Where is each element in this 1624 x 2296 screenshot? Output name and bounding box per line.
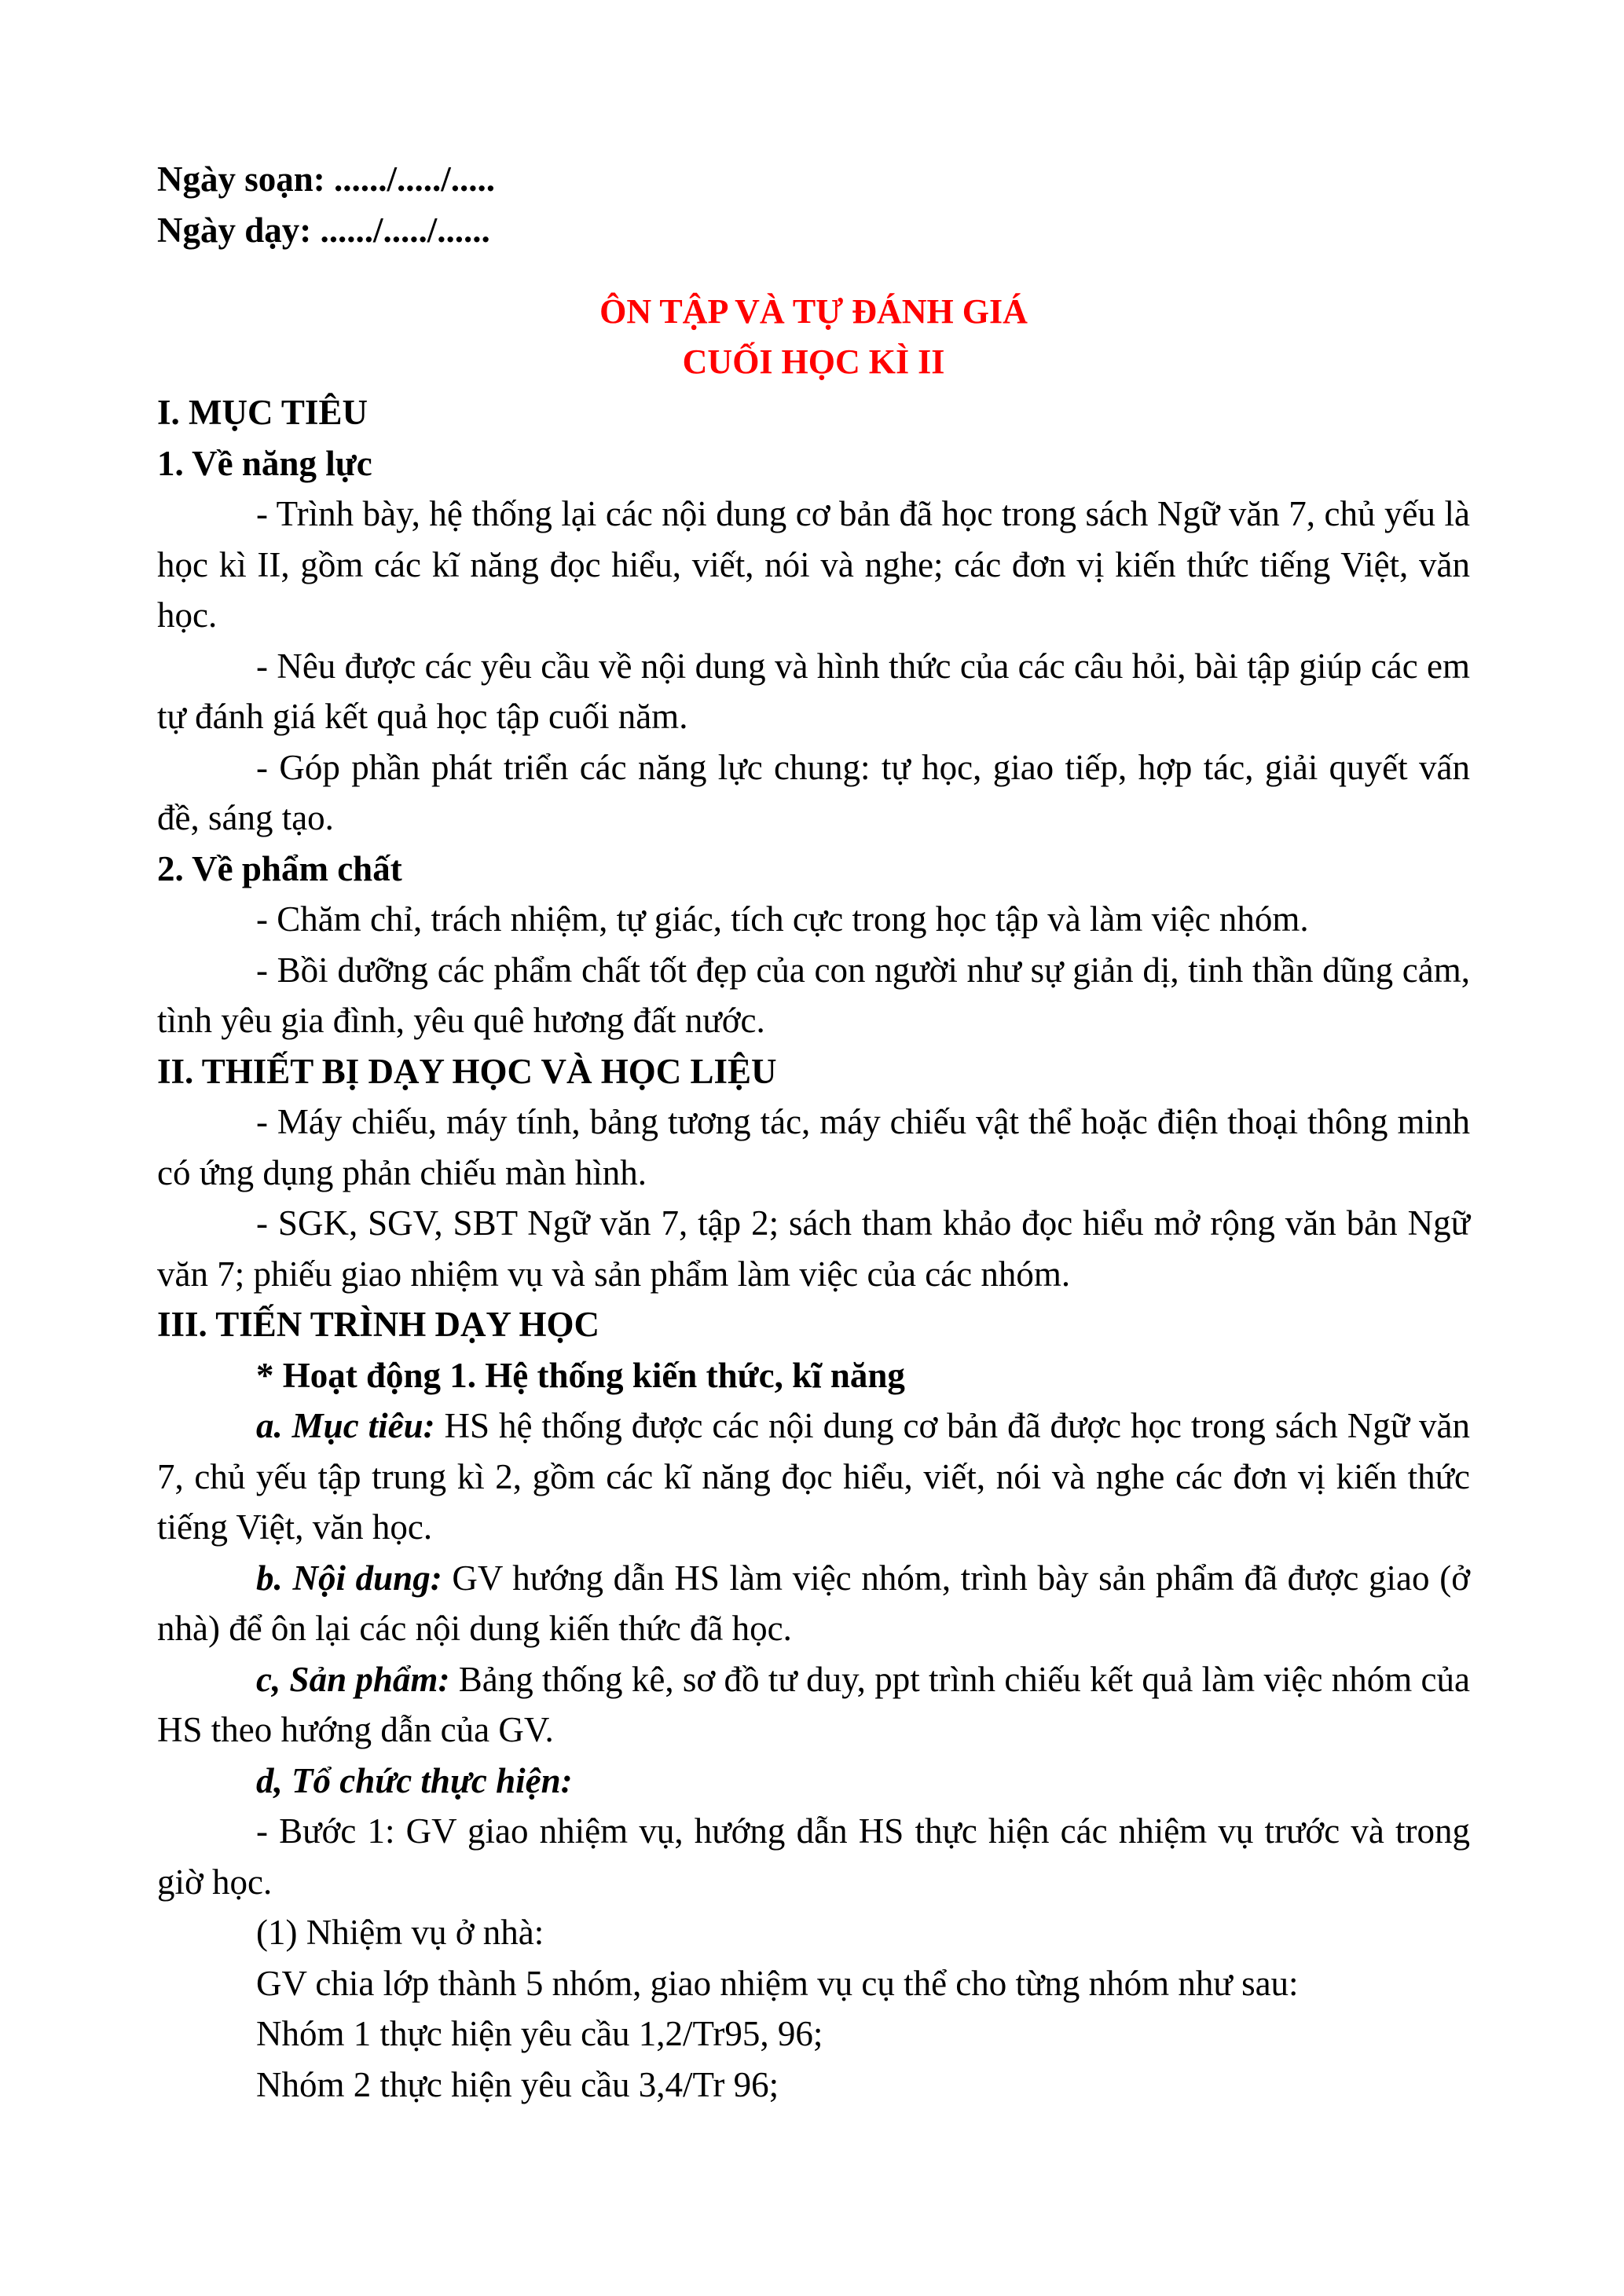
subheading-competence: 1. Về năng lực [157, 443, 372, 483]
objective-label: a. Mục tiêu: [256, 1406, 435, 1445]
paragraph-equipment-1: - Máy chiếu, máy tính, bảng tương tác, máy chiếu vật thể hoặc điện thoại thông minh có ứng dụng phản chiếu màn hình. [157, 1102, 1470, 1192]
document-title [157, 287, 1470, 387]
paragraph-qualities-1: - Chăm chỉ, trách nhiệm, tự giác, tích cực trong học tập và làm việc nhóm. [256, 899, 1309, 939]
paragraph-organization [157, 1756, 1470, 1807]
paragraph-equipment-2: - SGK, SGV, SBT Ngữ văn 7, tập 2; sách tham khảo đọc hiểu mở rộng văn bản Ngữ văn 7; phiếu giao nhiệm vụ và sản phẩm làm việc của các nhóm. [157, 1203, 1470, 1294]
paragraph-competence-1: - Trình bày, hệ thống lại các nội dung cơ bản đã học trong sách Ngữ văn 7, chủ yếu là học kì II, gồm các kĩ năng đọc hiểu, viết, nói và nghe; các đơn vị kiến thức tiếng Việt, văn học. [157, 494, 1470, 635]
activity-1-heading: * Hoạt động 1. Hệ thống kiến thức, kĩ năng [256, 1355, 905, 1395]
section-heading-objectives: I. MỤC TIÊU [157, 393, 368, 432]
section-heading-equipment: II. THIẾT BỊ DẠY HỌC VÀ HỌC LIỆU [157, 1051, 777, 1091]
title-line-2: CUỐI HỌC KÌ II [682, 342, 945, 381]
paragraph-objective [157, 1401, 1470, 1553]
content-label: b. Nội dung: [256, 1558, 442, 1598]
product-label: c, Sản phẩm: [256, 1659, 450, 1699]
teach-date: Ngày dạy: ....../...../...... [157, 210, 490, 250]
section-heading-process: III. TIẾN TRÌNH DẠY HỌC [157, 1305, 600, 1344]
product-text: Bảng thống kê, sơ đồ tư duy, ppt trình chiếu kết quả làm việc nhóm của HS theo hướng dẫn của GV. [157, 1659, 1471, 1749]
paragraph-product [157, 1654, 1470, 1756]
home-task: (1) Nhiệm vụ ở nhà: [256, 1913, 544, 1952]
paragraph-qualities-2: - Bồi dưỡng các phẩm chất tốt đẹp của con người như sự giản dị, tinh thần dũng cảm, tình yêu gia đình, yêu quê hương đất nước. [157, 950, 1470, 1040]
subheading-qualities: 2. Về phẩm chất [157, 848, 402, 888]
paragraph-competence-3: - Góp phần phát triển các năng lực chung: tự học, giao tiếp, hợp tác, giải quyết vấn đề, sáng tạo. [157, 747, 1470, 837]
content-text: GV hướng dẫn HS làm việc nhóm, trình bày sản phẩm đã được giao (ở nhà) để ôn lại các nội dung kiến thức đã học. [157, 1558, 1470, 1648]
title-line-1: ÔN TẬP VÀ TỰ ĐÁNH GIÁ [599, 292, 1028, 331]
paragraph-content [157, 1553, 1470, 1654]
paragraph-step-1: - Bước 1: GV giao nhiệm vụ, hướng dẫn HS thực hiện các nhiệm vụ trước và trong giờ học. [157, 1811, 1470, 1902]
prep-date: Ngày soạn: ....../...../..... [157, 159, 496, 199]
group-1: Nhóm 1 thực hiện yêu cầu 1,2/Tr95, 96; [256, 2014, 823, 2053]
organization-label: d, Tổ chức thực hiện: [256, 1760, 573, 1800]
groups-intro: GV chia lớp thành 5 nhóm, giao nhiệm vụ cụ thể cho từng nhóm như sau: [256, 1963, 1299, 2003]
objective-text: HS hệ thống được các nội dung cơ bản đã được học trong sách Ngữ văn 7, chủ yếu tập trung kì 2, gồm các kĩ năng đọc hiểu, viết, nói và nghe các đơn vị kiến thức tiếng Việt, văn học. [157, 1406, 1470, 1547]
paragraph-competence-2: - Nêu được các yêu cầu về nội dung và hình thức của các câu hỏi, bài tập giúp các em tự đánh giá kết quả học tập cuối năm. [157, 646, 1470, 736]
group-2: Nhóm 2 thực hiện yêu cầu 3,4/Tr 96; [256, 2064, 779, 2104]
